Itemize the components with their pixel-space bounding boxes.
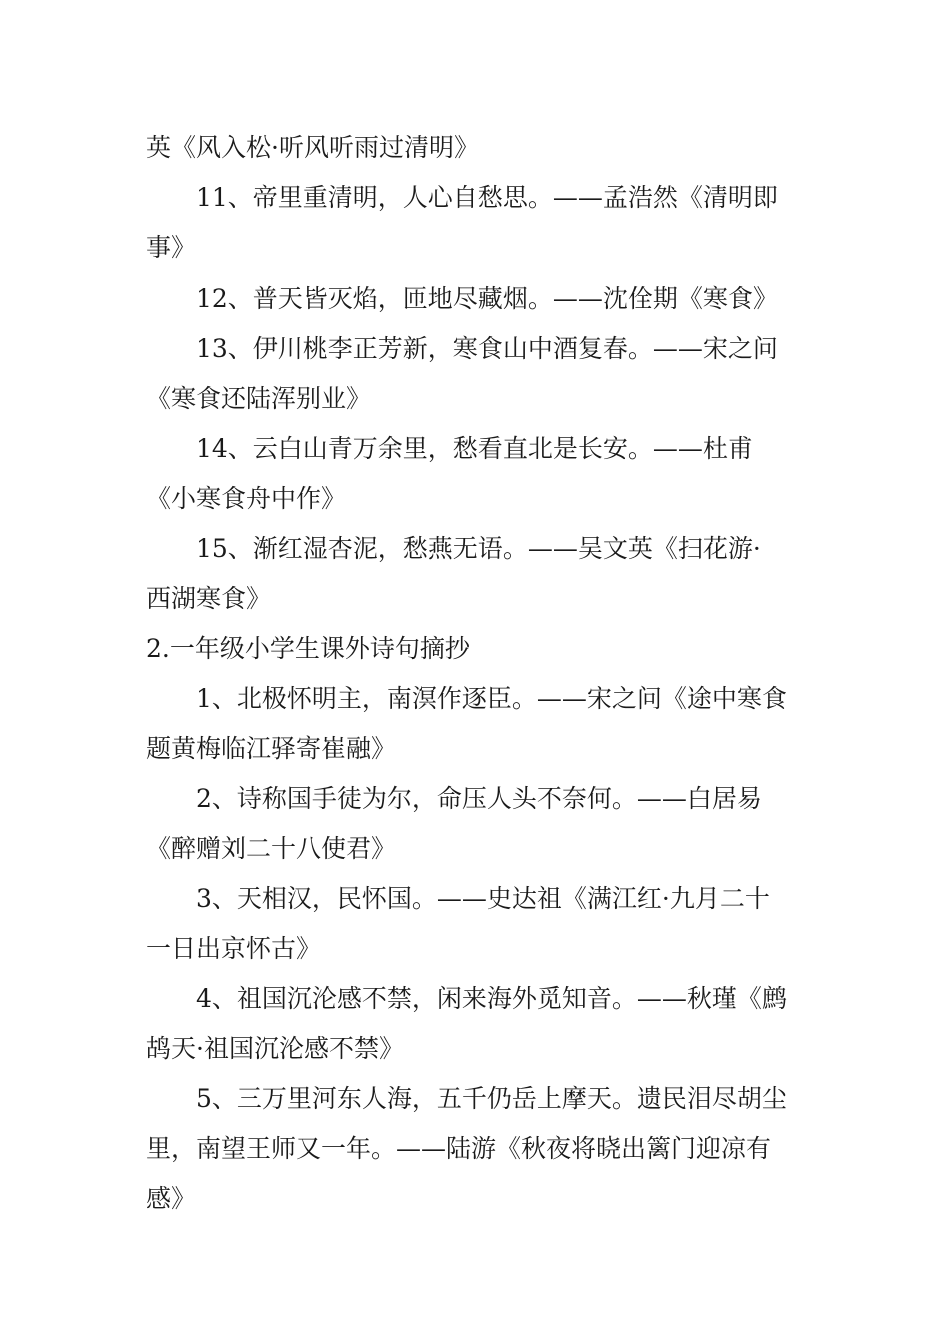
section-heading: 2.一年级小学生课外诗句摘抄 xyxy=(146,634,470,663)
poem-line-12: 12、普天皆灭焰，匝地尽藏烟。——沈佺期《寒食》 xyxy=(196,284,778,313)
text-line: 事》 xyxy=(146,233,197,262)
text-line: 《醉赠刘二十八使君》 xyxy=(146,834,397,863)
text-line: 《寒食还陆浑别业》 xyxy=(146,384,372,413)
text-line: 英《风入松·听风听雨过清明》 xyxy=(146,133,479,162)
text-line: 一日出京怀古》 xyxy=(146,934,322,963)
text-line: 里，南望王师又一年。——陆游《秋夜将晓出篱门迎凉有 xyxy=(146,1134,772,1163)
poem-line-4: 4、祖国沉沦感不禁，闲来海外觅知音。——秋瑾《鹧 xyxy=(196,984,787,1013)
text-line: 西湖寒食》 xyxy=(146,584,272,613)
text-line: 题黄梅临江驿寄崔融》 xyxy=(146,734,397,763)
poem-line-11: 11、帝里重清明，人心自愁思。——孟浩然《清明即 xyxy=(196,183,778,212)
text-line: 鸪天·祖国沉沦感不禁》 xyxy=(146,1034,404,1063)
poem-line-15: 15、渐红湿杏泥，愁燕无语。——吴文英《扫花游· xyxy=(196,534,761,563)
text-line: 感》 xyxy=(146,1184,197,1213)
poem-line-2: 2、诗称国手徒为尔，命压人头不奈何。——白居易 xyxy=(196,784,762,813)
poem-line-14: 14、云白山青万余里，愁看直北是长安。——杜甫 xyxy=(196,434,753,463)
poem-line-1: 1、北极怀明主，南溟作逐臣。——宋之问《途中寒食 xyxy=(196,684,787,713)
poem-line-3: 3、天相汉，民怀国。——史达祖《满江红·九月二十 xyxy=(196,884,770,913)
poem-line-5: 5、三万里河东人海，五千仍岳上摩天。遗民泪尽胡尘 xyxy=(196,1084,787,1113)
text-line: 《小寒食舟中作》 xyxy=(146,484,347,513)
poem-line-13: 13、伊川桃李正芳新，寒食山中酒复春。——宋之问 xyxy=(196,334,778,363)
